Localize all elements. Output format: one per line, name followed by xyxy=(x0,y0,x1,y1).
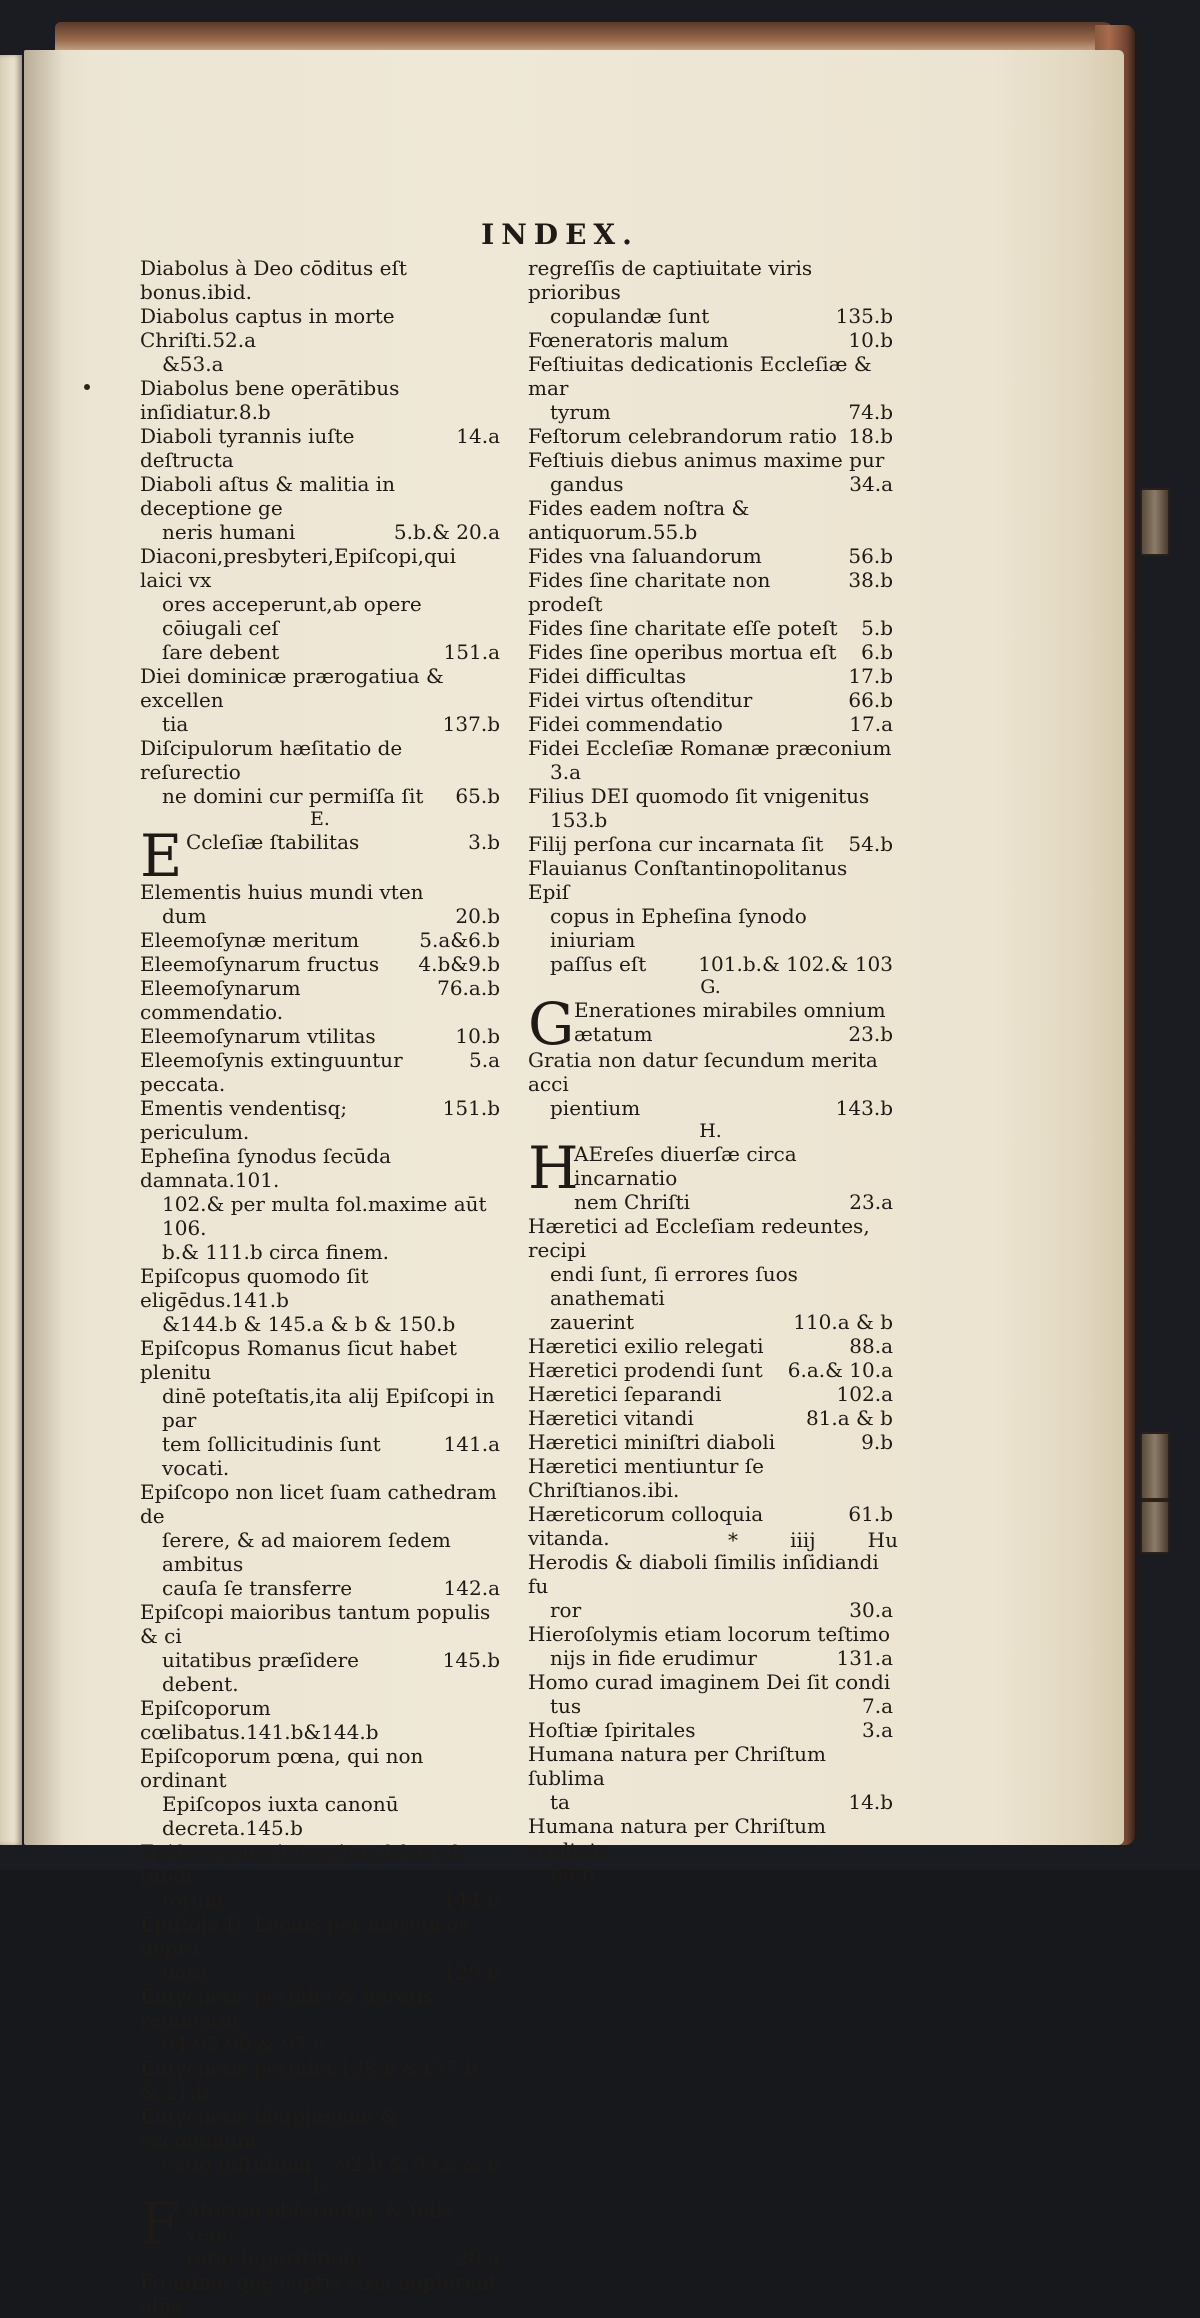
drop-cap: E xyxy=(140,822,183,890)
entry-reference: 17.b xyxy=(848,664,893,688)
index-column-left xyxy=(140,256,500,2318)
footer-mark: * xyxy=(728,1528,738,1552)
entry-text: Fidei Eccleſiæ Romanæ præconium xyxy=(528,736,892,760)
entry-reference: 34.a xyxy=(849,472,893,496)
page-heading: INDEX. xyxy=(481,218,639,251)
entry-reference: 5.b xyxy=(861,616,893,640)
entry-reference: 142.a xyxy=(443,1576,500,1600)
entry-reference: 20.a xyxy=(456,2246,500,2270)
entry-text: Epheſina ſynodus ſecūda damnata.101. xyxy=(140,1144,392,1192)
entry-continuation: ror xyxy=(550,1598,582,1622)
entry-reference: 65.b xyxy=(455,784,500,808)
entry-continuation: b.& 111.b circa finem. xyxy=(162,1240,390,1264)
entry-reference: 7.a xyxy=(861,1694,893,1718)
entry-text: Diſcipulorum hæſitatio de reſurectio xyxy=(140,736,403,784)
index-entry xyxy=(528,832,893,856)
entry-reference: 102.a xyxy=(836,1382,893,1406)
entry-reference: 143.b xyxy=(835,1096,893,1120)
index-entry xyxy=(528,448,893,496)
entry-text: Humana natura per Chriſtum ſublima xyxy=(528,1742,826,1790)
entry-text: AEreſes diuerſæ circa incarnatio xyxy=(574,1142,797,1190)
entry-text: Eleemoſynis extinguuntur peccata. xyxy=(140,1048,403,1096)
section-letter: F. xyxy=(311,2176,329,2198)
entry-text: Fœneratoris malum xyxy=(528,328,729,352)
entry-text: Fides eadem noſtra & antiquorum.55.b xyxy=(528,496,750,544)
index-entry xyxy=(528,664,893,688)
index-entry xyxy=(528,1406,893,1430)
index-entry xyxy=(528,256,893,328)
index-entry xyxy=(528,688,893,712)
index-entry xyxy=(140,1096,500,1144)
entry-continuation: nijs in fide erudimur xyxy=(550,1646,757,1670)
entry-text: Hæretici ſeparandi xyxy=(528,1382,722,1406)
index-entry xyxy=(140,1144,500,1264)
entry-text: Atorum obſeruatio, & ſolis vene xyxy=(186,2198,453,2246)
index-entry xyxy=(528,1358,893,1382)
index-entry xyxy=(140,1600,500,1696)
entry-continuation: ores acceperunt,ab opere cōiugali ceſ xyxy=(162,592,422,640)
drop-cap: F xyxy=(140,2190,181,2258)
index-entry xyxy=(140,1336,500,1480)
entry-text: Hæretici exilio relegati xyxy=(528,1334,764,1358)
entry-continuation: 66.b xyxy=(550,1862,595,1886)
index-entry xyxy=(140,1048,500,1096)
entry-text: Epiſcopus Romanus ſicut habet plenitu xyxy=(140,1336,457,1384)
entry-continuation: tia xyxy=(162,712,189,736)
entry-text: Homo curad imaginem Dei ſit condi xyxy=(528,1670,891,1694)
clasp-icon xyxy=(1140,488,1170,556)
index-entry xyxy=(528,990,893,1058)
gutter-shadow xyxy=(24,50,64,1845)
index-entry xyxy=(528,568,893,616)
entry-text: Fidei virtus oſtenditur xyxy=(528,688,753,712)
entry-reference: 9.b xyxy=(861,1430,893,1454)
section-letter: G. xyxy=(700,976,721,998)
catchword: Hu xyxy=(867,1528,898,1552)
entry-text: Diaboli aſtus & malitia in deceptione ge xyxy=(140,472,396,520)
entry-text: Diabolus captus in morte Chriſti.52.a xyxy=(140,304,395,352)
index-entry xyxy=(528,784,893,832)
entry-text: Elementis huius mundi vten xyxy=(140,880,424,904)
entry-continuation: uitatibus præſidere debent. xyxy=(162,1648,359,1696)
entry-text: Fidei commendatio xyxy=(528,712,723,736)
entry-reference: 6.b xyxy=(861,640,893,664)
entry-text: Diabolus à Deo cōditus eſt bonus.ibid. xyxy=(140,256,407,304)
entry-text: Feſtiuitas dedicationis Eccleſiæ & mar xyxy=(528,352,872,400)
entry-continuation: &144.b & 145.a & b & 150.b xyxy=(162,1312,456,1336)
entry-continuation: ta xyxy=(550,1790,570,1814)
index-entry xyxy=(528,1622,893,1670)
entry-reference: 38.b xyxy=(848,568,893,592)
entry-continuation: paſſus eſt xyxy=(550,952,647,976)
entry-text: Eleemoſynæ meritum xyxy=(140,928,360,952)
index-entry xyxy=(140,1840,500,1912)
index-entry xyxy=(140,736,500,808)
entry-text: Hæretici mentiuntur ſe Chriſtianos.ibi. xyxy=(528,1454,764,1502)
entry-reference: 3.a xyxy=(861,1718,893,1742)
index-entry xyxy=(140,472,500,544)
entry-text: Fides vna ſaluandorum xyxy=(528,544,762,568)
index-entry xyxy=(140,822,500,890)
index-entry xyxy=(528,712,893,736)
entry-text: Hieroſolymis etiam locorum teſtimo xyxy=(528,1622,891,1646)
entry-text: Diabolus bene operātibus inſidiatur.8.b xyxy=(140,376,400,424)
entry-reference: 61.b xyxy=(848,1502,893,1526)
entry-text: Fœminæ,quę captis viris,nupſerant alijs, xyxy=(140,2270,498,2318)
entry-reference: 10.b xyxy=(848,328,893,352)
index-entry xyxy=(140,1696,500,1744)
entry-text: Hæretici miniſtri diaboli xyxy=(528,1430,776,1454)
index-entry xyxy=(528,1334,893,1358)
entry-continuation: cauſa ſe transferre xyxy=(162,1576,353,1600)
entry-reference: 101.b.& 102.& 103 xyxy=(698,952,893,976)
entry-continuation: ratio ſuperſtitioſa xyxy=(186,2246,363,2270)
index-entry xyxy=(528,640,893,664)
entry-reference: 141.a xyxy=(443,1432,500,1456)
entry-reference: 151.a xyxy=(443,640,500,664)
entry-text: Hæretici prodendi ſunt xyxy=(528,1358,763,1382)
entry-continuation: neris humani xyxy=(162,520,296,544)
index-entry xyxy=(140,976,500,1024)
entry-reference: 30.a xyxy=(849,1598,893,1622)
index-entry xyxy=(140,2270,500,2318)
entry-continuation: endi ſunt, ſi errores ſuos anathemati xyxy=(550,1262,798,1310)
index-entry xyxy=(528,1718,893,1742)
entry-reference: 4.b&9.b xyxy=(418,952,500,976)
entry-reference: 137.b xyxy=(442,712,500,736)
entry-reference: 17.a xyxy=(849,712,893,736)
entry-text: Epiſcoporum pœna, qui non ordinant xyxy=(140,1744,424,1792)
entry-reference: 5.a&6.b xyxy=(419,928,500,952)
entry-text: Eutychetis perfidia & hęreſis reuincitur. xyxy=(140,1984,434,2032)
entry-reference: 18.b xyxy=(848,424,893,448)
entry-text: Fidei difficultas xyxy=(528,664,687,688)
entry-reference: 14.b xyxy=(848,1790,893,1814)
entry-text: Epiſtola D. Leonis per hæreticos depra xyxy=(140,1912,469,1960)
index-entry xyxy=(528,424,893,448)
index-entry xyxy=(140,1912,500,1984)
entry-text: Epiſcopi maioribus tantum populis & ci xyxy=(140,1600,491,1648)
index-entry xyxy=(528,1134,893,1214)
index-entry xyxy=(528,1550,893,1622)
entry-continuation: ætatum xyxy=(574,1022,653,1046)
index-entry xyxy=(140,1264,500,1336)
index-entry xyxy=(140,952,500,976)
entry-text: regreſſis de captiuitate viris prioribus xyxy=(528,256,813,304)
entry-text: Eleemoſynarum fructus xyxy=(140,952,380,976)
entry-text: Feſtiuis diebus animus maxime pur xyxy=(528,448,885,472)
margin-mark xyxy=(84,384,90,390)
index-entry xyxy=(140,1480,500,1600)
entry-text: Diaboli tyrannis iuſte deſtructa xyxy=(140,424,355,472)
entry-continuation: 94.95.96.& 97.a xyxy=(162,2032,326,2056)
entry-text: Filius DEI quomodo ſit vnigenitus xyxy=(528,784,870,808)
book-cover-top xyxy=(55,22,1115,52)
entry-reference: 144.b xyxy=(442,1888,500,1912)
index-entry xyxy=(140,1744,500,1840)
index-entry xyxy=(140,1984,500,2056)
entry-text: Epiſcopo non licet ſuam cathedram de xyxy=(140,1480,497,1528)
entry-reference: 88.a xyxy=(849,1334,893,1358)
entry-reference: 74.b xyxy=(848,400,893,424)
index-entry xyxy=(140,544,500,664)
index-entry xyxy=(528,1048,893,1120)
section-letter: E. xyxy=(310,808,330,830)
entry-continuation: torum xyxy=(162,1888,224,1912)
entry-text: Eutychetis blaſphemiæ & excommuni xyxy=(140,2104,399,2152)
entry-continuation: copus in Epheſina ſynodo iniuriam xyxy=(550,904,807,952)
entry-reference: 20.b xyxy=(455,904,500,928)
index-entry xyxy=(528,1214,893,1334)
entry-reference: 5.b.& 20.a xyxy=(393,520,500,544)
drop-cap: G xyxy=(528,990,575,1058)
index-entry xyxy=(528,496,893,544)
entry-reference: 110.a & b xyxy=(793,1310,893,1334)
entry-reference: 76.a.b xyxy=(437,976,500,1000)
index-entry xyxy=(140,2190,500,2270)
entry-reference: 131.a xyxy=(836,1646,893,1670)
entry-reference: 135.b xyxy=(835,304,893,328)
index-entry xyxy=(528,544,893,568)
index-entry xyxy=(528,1814,893,1886)
index-entry xyxy=(528,616,893,640)
entry-continuation: tyrum xyxy=(550,400,611,424)
entry-continuation: catio iuſtiſſima xyxy=(162,2152,312,2176)
entry-text: Hæreticorum colloquia vitanda. xyxy=(528,1502,764,1550)
entry-text: Ccleſiæ ſtabilitas xyxy=(186,830,360,854)
entry-continuation: ſerere, & ad maiorem ſedem ambitus xyxy=(162,1528,451,1576)
index-entry xyxy=(140,664,500,736)
entry-continuation: gandus xyxy=(550,472,624,496)
entry-text: Hæretici vitandi xyxy=(528,1406,694,1430)
page-footer xyxy=(728,1528,898,1552)
entry-text: Hæretici ad Eccleſiam redeuntes, recipi xyxy=(528,1214,870,1262)
signature-mark: iiij xyxy=(790,1528,816,1552)
entry-text: Diei dominicæ prærogatiua & excellen xyxy=(140,664,444,712)
entry-text: Fides ſine charitate eſſe poteſt xyxy=(528,616,838,640)
entry-text: Hoſtiæ ſpiritales xyxy=(528,1718,696,1742)
clasp-icon xyxy=(1140,1500,1170,1554)
index-entry xyxy=(140,880,500,928)
entry-continuation: ne domini cur permiſſa ſit xyxy=(162,784,424,808)
entry-continuation: Epiſcopos iuxta canonū decreta.145.b xyxy=(162,1792,399,1840)
entry-reference: 151.b xyxy=(442,1096,500,1120)
entry-continuation: zauerint xyxy=(550,1310,635,1334)
entry-text: Filij perſona cur incarnata ſit xyxy=(528,832,824,856)
entry-reference: 5.a xyxy=(468,1048,500,1072)
entry-reference: 129.b xyxy=(442,1960,500,1984)
entry-reference: 92.b & 93.a & b xyxy=(337,2152,500,2176)
index-entry xyxy=(140,2104,500,2176)
entry-text: Eutychetis perfidia.138.b &157.b & 21.b xyxy=(140,2056,478,2104)
entry-text: Epiſcoporum integritas,ſalus eſt ſubdi xyxy=(140,1840,465,1888)
index-entry xyxy=(140,424,500,472)
entry-reference: 6.a.& 10.a xyxy=(787,1358,893,1382)
entry-reference: 56.b xyxy=(848,544,893,568)
entry-reference: 23.a xyxy=(849,1190,893,1214)
entry-continuation: tem ſollicitudinis ſunt vocati. xyxy=(162,1432,381,1480)
index-entry xyxy=(140,304,500,376)
entry-reference: 81.a & b xyxy=(805,1406,893,1430)
section-letter: H. xyxy=(699,1120,722,1142)
entry-text: Herodis & diaboli ſimilis inſidiandi fu xyxy=(528,1550,879,1598)
index-entry xyxy=(528,1670,893,1718)
entry-text: Fides ſine operibus mortua eſt xyxy=(528,640,837,664)
entry-text: Feſtorum celebrandorum ratio xyxy=(528,424,837,448)
entry-text: Enerationes mirabiles omnium xyxy=(574,998,886,1022)
entry-reference: 54.b xyxy=(848,832,893,856)
entry-text: Ementis vendentisq; periculum. xyxy=(140,1096,348,1144)
entry-continuation: &53.a xyxy=(162,352,224,376)
entry-text: Eleemoſynarum vtilitas xyxy=(140,1024,376,1048)
entry-continuation: ſare debent xyxy=(162,640,280,664)
entry-reference: 23.b xyxy=(848,1022,893,1046)
index-entry xyxy=(528,352,893,424)
index-entry xyxy=(528,1430,893,1454)
entry-text: Flauianus Conſtantinopolitanus Epiſ xyxy=(528,856,848,904)
entry-continuation: nem Chriſti xyxy=(574,1190,691,1214)
entry-text: Gratia non datur ſecundum merita acci xyxy=(528,1048,878,1096)
entry-continuation: dum xyxy=(162,904,207,928)
drop-cap: H xyxy=(528,1134,579,1202)
index-entry xyxy=(528,736,893,784)
index-entry xyxy=(528,1742,893,1814)
facing-page-edge xyxy=(0,55,22,1845)
index-column-right xyxy=(528,256,893,1886)
entry-continuation: copulandæ ſunt xyxy=(550,304,710,328)
entry-continuation: uata xyxy=(162,1960,207,1984)
entry-text: Diaconi,presbyteri,Epiſcopi,qui laici vx xyxy=(140,544,457,592)
entry-continuation: pientium xyxy=(550,1096,641,1120)
entry-continuation: tus xyxy=(550,1694,582,1718)
entry-text: Humana natura per Chriſtum exaltata xyxy=(528,1814,826,1862)
entry-reference: 66.b xyxy=(848,688,893,712)
index-entry xyxy=(528,328,893,352)
index-entry xyxy=(140,928,500,952)
index-entry xyxy=(528,1454,893,1502)
entry-text: Epiſcopus quomodo ſit eligēdus.141.b xyxy=(140,1264,369,1312)
index-entry xyxy=(140,2056,500,2104)
entry-continuation: 153.b xyxy=(550,808,608,832)
index-entry xyxy=(528,856,893,976)
entry-continuation: dinē poteſtatis,ita alij Epiſcopi in par xyxy=(162,1384,495,1432)
entry-text: Eleemoſynarum commendatio. xyxy=(140,976,301,1024)
entry-reference: 3.b xyxy=(468,830,500,854)
entry-reference: 145.b xyxy=(442,1648,500,1672)
entry-text: Fides ſine charitate non prodeſt xyxy=(528,568,771,616)
entry-continuation: 102.& per multa fol.maxime aūt 106. xyxy=(162,1192,487,1240)
entry-reference: 10.b xyxy=(455,1024,500,1048)
entry-reference: 14.a xyxy=(456,424,500,448)
clasp-icon xyxy=(1140,1432,1170,1500)
entry-continuation: 3.a xyxy=(550,760,582,784)
index-entry xyxy=(140,376,500,424)
index-entry xyxy=(140,256,500,304)
index-entry xyxy=(528,1382,893,1406)
entry-text: Epiſcoporum cœlibatus.141.b&144.b xyxy=(140,1696,379,1744)
index-entry xyxy=(140,1024,500,1048)
